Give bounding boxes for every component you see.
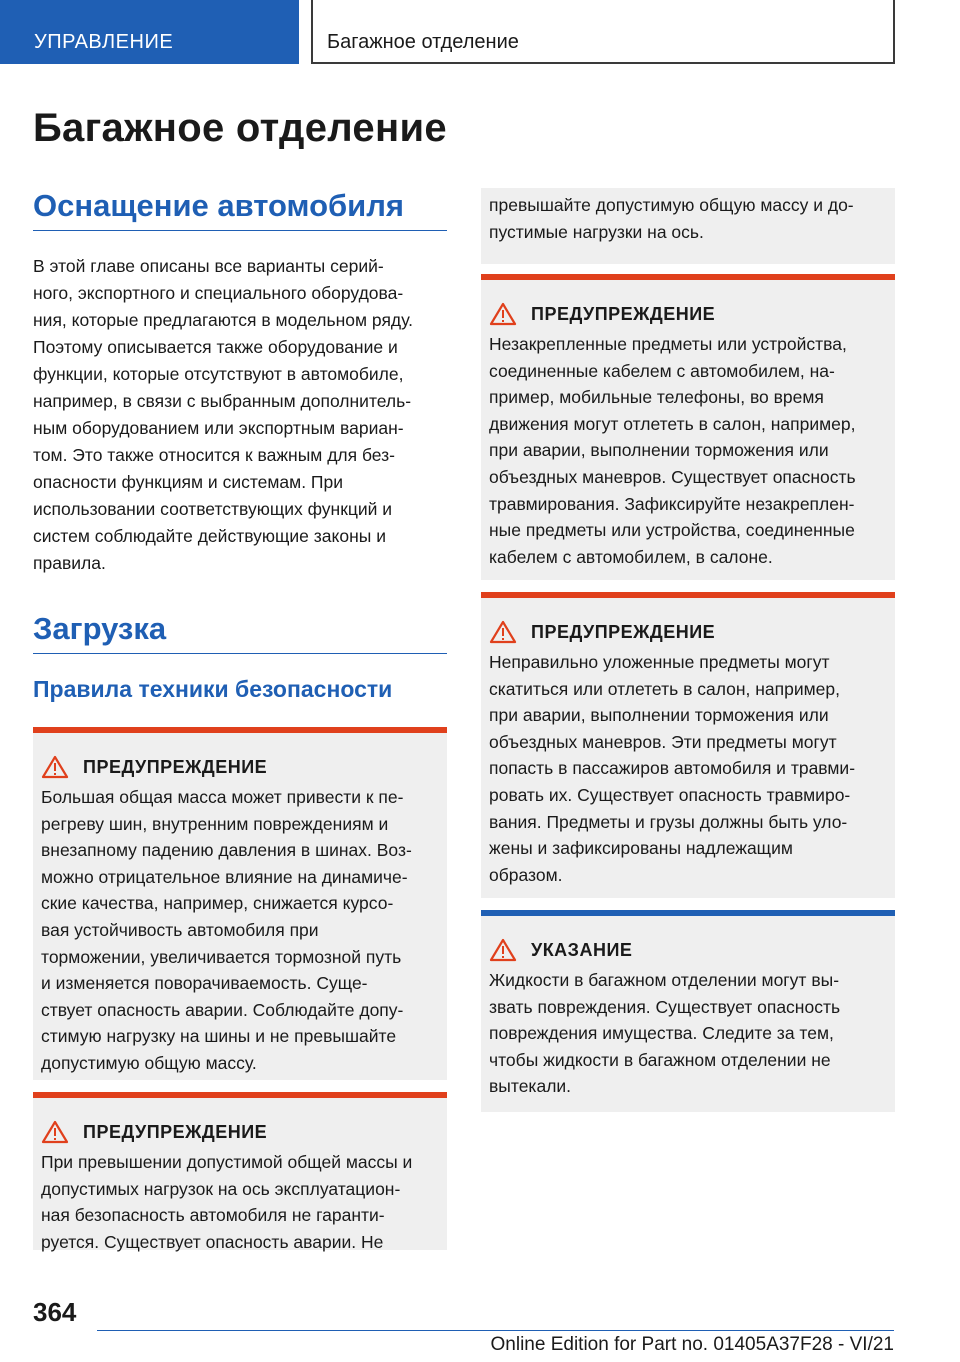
warning-text: Большая общая масса может привести к пе- регреву шин, внутренним повреждениям и внезапному падению давления в шинах. Воз- можно отрицательное влияние на динамиче- ские качества, например, снижается курсо- вая устойчивость автомобиля при торможении, увеличивается тормозной путь и изменяется поворачиваемость. Суще- ствует опасность аварии. Соблюдайте допу- стимую нагрузку на шины и не превышайте допустимую общую массу. (41, 787, 412, 1073)
page-number: 364 (33, 1297, 77, 1327)
warning-triangle-icon (41, 755, 69, 779)
right-column (481, 188, 895, 1112)
warning-box-tire-load (33, 727, 447, 1080)
warning-text: Неправильно уложенные предметы могут скатиться или отлететь в салон, например, при аварии, выполнении торможения или объездных маневров. Эти предметы могут попасть в пассажиров автомобиля и травми- ровать их. Существует опасность травмиро- вания. Предметы и грузы должны быть уло- жены и зафиксированы надлежащим образом. (489, 652, 856, 885)
warning-triangle-icon (489, 302, 517, 326)
warning-triangle-icon (41, 1120, 69, 1144)
warning-text: Незакрепленные предметы или устройства, соединенные кабелем с автомобилем, на- пример, мобильные телефоны, во время движения могут отлететь в салон, например, при аварии, выполнении торможения или объездных маневров. Существует опасность травмирования. Зафиксируйте незакреплен- ные предметы или устройства, соединенные кабелем с автомобилем, в салоне. (489, 334, 856, 567)
section-tab[interactable]: УПРАВЛЕНИЕ (0, 0, 299, 64)
warning-title: ПРЕДУПРЕЖДЕНИЕ (531, 621, 716, 642)
notice-text: Жидкости в багажном отделении могут вы- звать повреждения. Существует опасность повреждения имущества. Следите за тем, чтобы жидкости в багажном отделении не вытекали. (489, 970, 841, 1097)
warning-title: ПРЕДУПРЕЖДЕНИЕ (83, 756, 268, 777)
notice-box-liquids (481, 910, 895, 1112)
warning-box-loose-objects (481, 274, 895, 580)
footer-edition: Online Edition for Part no. 01405A37F28 - VI/21 (490, 1334, 894, 1355)
equipment-paragraph: В этой главе описаны все варианты серий- ного, экспортного и специального оборудова- ния, которые предлагаются в модельном ряду. Поэтому описывается также оборудование и функции, которые отсутствуют в автомобиле, например, в связи с выбранным дополнитель- ным оборудованием или экспортным вариан- том. Это также относится к важным для без- опасности функциям и системам. При использовании соответствующих функций и систем соблюдайте действующие законы и правила. (33, 256, 413, 573)
warning-box-axle-load (33, 1092, 447, 1250)
warning-title: ПРЕДУПРЕЖДЕНИЕ (531, 303, 716, 324)
notice-title: УКАЗАНИЕ (531, 939, 633, 960)
warning-title: ПРЕДУПРЕЖДЕНИЕ (83, 1121, 268, 1142)
warning-box-stowed-objects (481, 592, 895, 898)
notice-triangle-icon (489, 938, 517, 962)
warning-text: превышайте допустимую общую массу и до- пустимые нагрузки на ось. (489, 195, 854, 242)
warning-triangle-icon (489, 620, 517, 644)
left-column (33, 188, 447, 1250)
page-title: Багажное отделение (33, 106, 447, 150)
footer-divider (97, 1330, 894, 1331)
heading-loading: Загрузка (33, 611, 447, 654)
heading-safety: Правила техники безопасности (33, 676, 393, 702)
heading-equipment: Оснащение автомобиля (33, 188, 447, 231)
warning-continuation (481, 188, 895, 264)
warning-text: При превышении допустимой общей массы и допустимых нагрузок на ось эксплуатацион- ная безопасность автомобиля не гаранти- руется. Существует опасность аварии. Не (41, 1152, 413, 1252)
breadcrumb: Багажное отделение (311, 0, 895, 64)
